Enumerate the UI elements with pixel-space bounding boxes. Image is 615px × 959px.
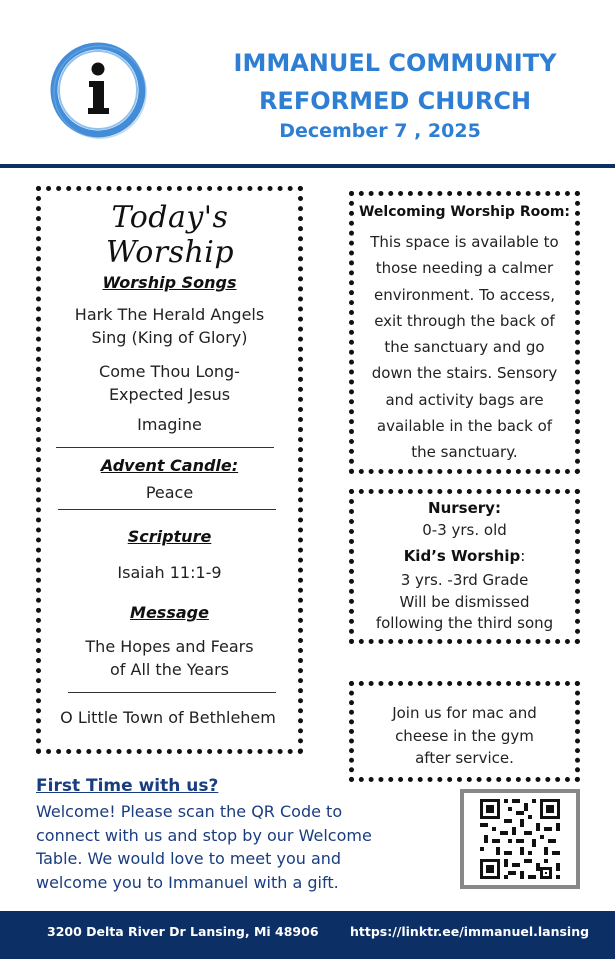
nursery-heading: Nursery: [428, 499, 501, 517]
welcome-room-text: This space is available to those needing a calmer environment. To access, exit through the back of the sanctuary and go down the stairs. Sensory and activity bags are available in the back of the sanctuary. [370, 233, 559, 462]
qr-code[interactable] [460, 789, 580, 889]
closing-song: O Little Town of Bethlehem [60, 708, 276, 727]
info-logo-icon [48, 40, 148, 140]
divider [56, 447, 274, 448]
nursery-ages: 0-3 yrs. old [422, 521, 507, 539]
songs-heading: Worship Songs [102, 273, 237, 292]
kids-worship-text: 3 yrs. -3rd Grade Will be dismissed following the third song [375, 571, 554, 632]
header-divider [0, 164, 615, 168]
kids-worship-heading: Kid’s Worship: [403, 547, 526, 565]
advent-value: Peace [145, 483, 194, 502]
song-3: Imagine [137, 415, 202, 434]
song-1: Hark The Herald Angels Sing (King of Glory) [74, 305, 265, 347]
divider [58, 509, 276, 510]
welcome-room-heading: Welcoming Worship Room: [358, 204, 571, 220]
scripture-heading: Scripture [127, 527, 212, 546]
bulletin-date: December 7 , 2025 [279, 120, 481, 142]
message-heading: Message [130, 603, 209, 622]
first-time-text: Welcome! Please scan the QR Code to connect with us and stop by our Welcome Table. We would love to meet you and welcome you to Immanuel with a gift. [36, 802, 372, 892]
message-title: The Hopes and Fears of All the Years [85, 637, 254, 679]
worship-heading: Today's Worship [105, 200, 235, 270]
advent-heading: Advent Candle: [100, 456, 239, 475]
qr-code-icon [464, 793, 576, 885]
song-2: Come Thou Long- Expected Jesus [99, 362, 240, 404]
scripture-value: Isaiah 11:1-9 [117, 563, 222, 582]
divider [68, 692, 276, 693]
mac-cheese-text: Join us for mac and cheese in the gym after service. [392, 704, 537, 767]
church-title: IMMANUEL COMMUNITY REFORMED CHURCH [233, 49, 557, 115]
footer-address: 3200 Delta River Dr Lansing, Mi 48906 [47, 924, 319, 939]
footer-link[interactable]: https://linktr.ee/immanuel.lansing [350, 924, 590, 939]
first-time-heading: First Time with us? [36, 776, 219, 796]
